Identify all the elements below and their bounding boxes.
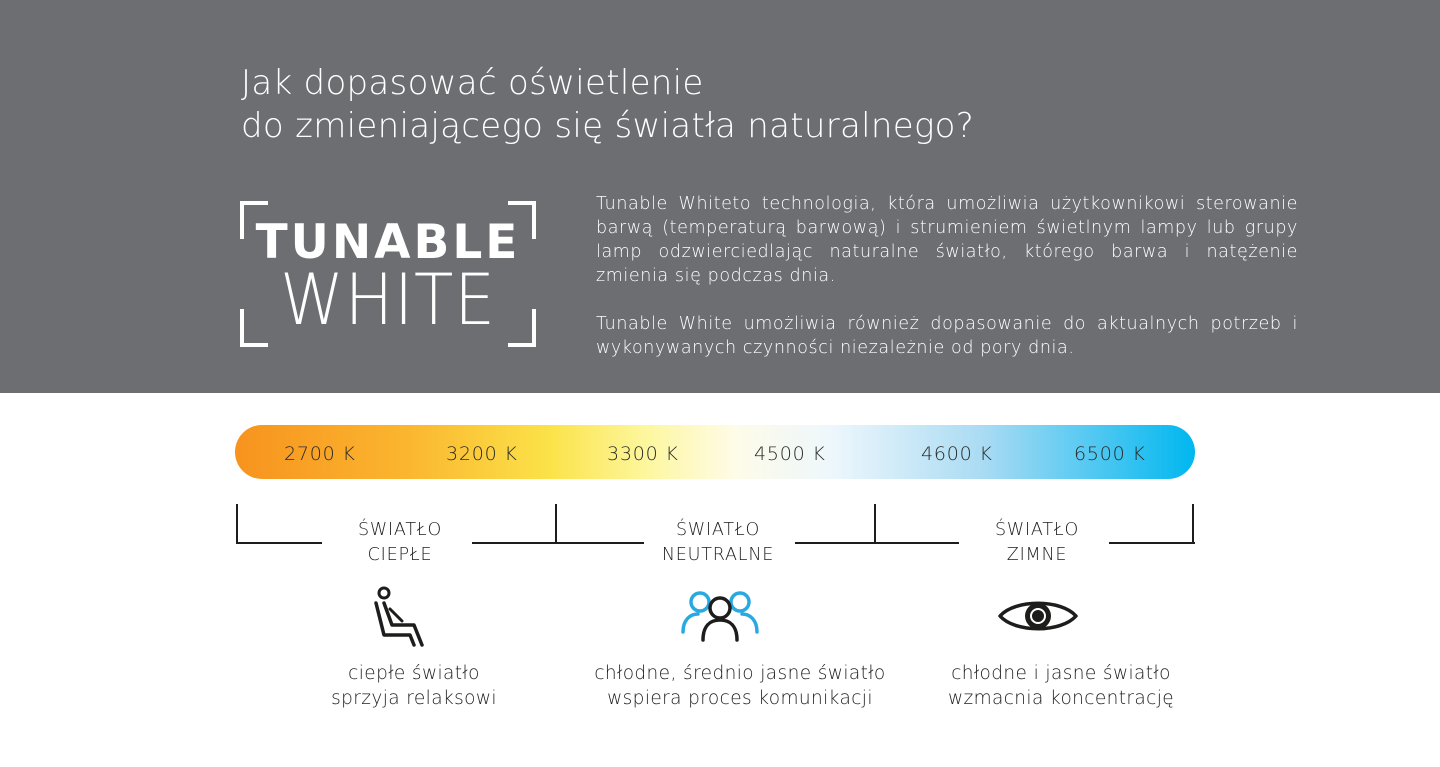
caption-neutral: chłodne, średnio jasne światło wspiera proces komunikacji	[594, 663, 886, 709]
bracket-tick	[236, 504, 238, 544]
bracket-line	[472, 542, 644, 544]
group-label-neutral: ŚWIATŁO NEUTRALNE	[661, 520, 775, 565]
caption-warm: ciepłe światło sprzyja relaksowi	[331, 663, 497, 709]
eye-icon	[997, 596, 1079, 636]
temperature-label: 4600 K	[921, 443, 993, 465]
temperature-label: 6500 K	[1074, 443, 1146, 465]
bracket-line	[795, 542, 959, 544]
temperature-label: 3200 K	[446, 443, 518, 465]
description	[596, 192, 1298, 360]
bracket-tick	[555, 504, 557, 544]
reclining-chair-icon	[370, 585, 428, 649]
title-line-1: Jak dopasować oświetlenie	[241, 63, 704, 103]
group-label-cold: ŚWIATŁO ZIMNE	[994, 520, 1080, 565]
title-line-2: do zmieniającego się światła naturalnego?	[241, 106, 975, 146]
description-paragraph-1: Tunable Whiteto technologia, która umożliwia użytkownikowi sterowanie barwą (temperaturą barwową) i strumieniem świetlnym lampy lub grupy lamp odzwierciedlając naturalne światło, którego barwa i natężenie zmienia się podczas dnia.	[596, 194, 1298, 286]
logo-word-white: WHITE	[280, 259, 496, 341]
page-title	[241, 62, 974, 148]
bracket-line	[236, 542, 322, 544]
temperature-label: 3300 K	[607, 443, 679, 465]
temperature-label: 4500 K	[754, 443, 826, 465]
caption-cold: chłodne i jasne światło wzmacnia koncentrację	[947, 663, 1175, 709]
bracket-tick	[1192, 504, 1194, 544]
logo-word-tunable: TUNABLE	[255, 215, 521, 270]
people-group-icon	[680, 588, 760, 642]
group-label-warm: ŚWIATŁO CIEPŁE	[357, 520, 443, 565]
bracket-tick	[874, 504, 876, 544]
description-paragraph-2: Tunable White umożliwia również dopasowanie do aktualnych potrzeb i wykonywanych czynności niezależnie od pory dnia.	[596, 314, 1298, 358]
color-temperature-bar	[235, 425, 1195, 479]
temperature-label: 2700 K	[284, 443, 356, 465]
bracket-line	[1109, 542, 1195, 544]
tunable-white-logo	[240, 201, 536, 347]
